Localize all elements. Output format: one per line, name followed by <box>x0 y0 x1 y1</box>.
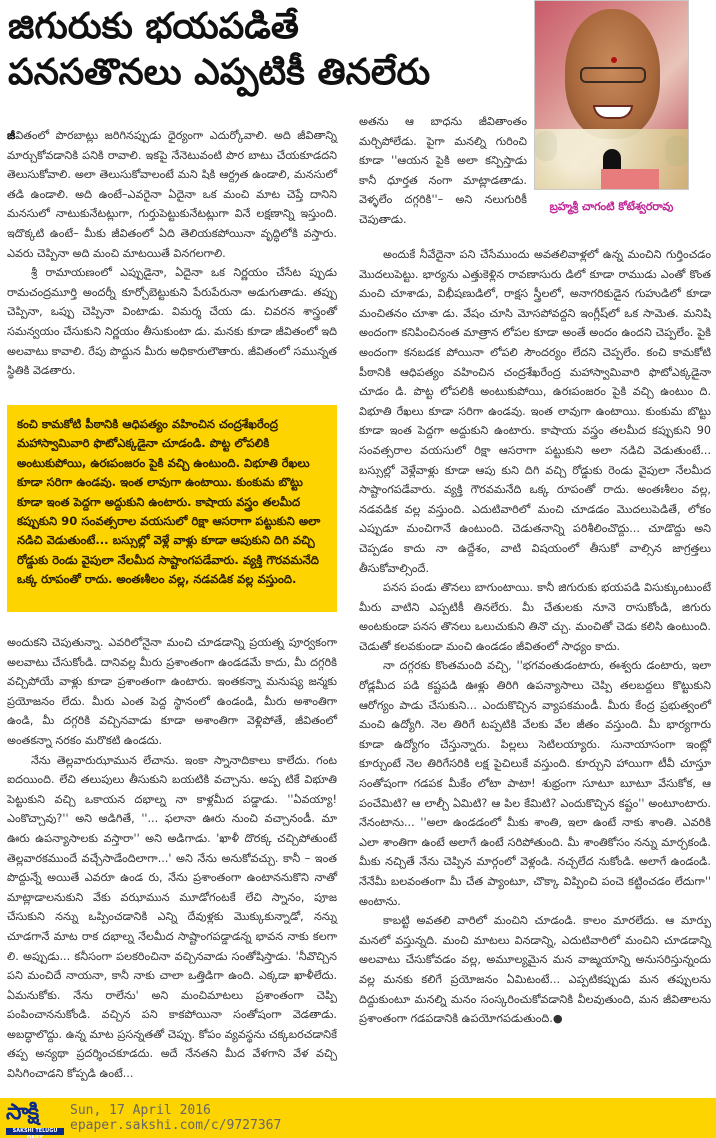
epaper-link[interactable]: epaper.sakshi.com/c/9727367 <box>70 1118 282 1133</box>
headline-line-2: పనసతొనలు ఎప్పటికీ తినలేరు <box>8 52 431 93</box>
left-column-bottom <box>7 633 337 1084</box>
mic-label-card <box>601 169 659 190</box>
left-column-top <box>7 126 337 381</box>
logo-tagline: SAKSHI TELUGU DAILY <box>6 1128 64 1135</box>
sakshi-logo[interactable] <box>4 1098 66 1138</box>
headline-line-1: జిగురుకు భయపడితే <box>8 6 299 47</box>
right-column-main <box>359 245 711 1029</box>
drop-lead: జీ <box>7 129 16 142</box>
paragraph: అందుకని చెపుతున్నా. ఎవరిలోనైనా మంచి చూడడాన్ని ప్రయత్న పూర్వకంగా అలవాటు చేసుకోండి. దానివల్ల మీరు ప్రశాంతంగా ఉండడమే కాదు, మీ దగ్గరికి వచ్చిపోయే వాళ్లు కూడా ప్రశాంతంగా ఉంటారు. ఇంతకన్నా మనుష్య జన్మకు ప్రయోజనం లేదు. మీరు ఎంత పెద్ద స్థానంలో ఉండండి, మీరు అశాంతిగా ఉండి, మీ దగ్గరికి వచ్చినవాడు కూడా అశాంతిగా వెళ్లిపోతే, జీవితంలో అంతకన్నా నరకం మరొకటి ఉండదు. <box>7 636 337 747</box>
highlight-callout-box: కంచి కామకోటి పీఠానికి ఆధిపత్యం వహించిన చంద్రశేఖరేంద్ర మహాస్వామివారి ఫొటోఎక్కడైనా చూడండి. పొట్ట లోపలికి అంటుకుపోయి, ఉరఃపంజరం పైకి వచ్చి ఉంటుంది. విభూతి రేఖలు కూడా సరిగా ఉండవు. ఇంత లావుగా ఉంటాయి. కుంకుమ బొట్టు కూడా ఇంత పెద్దగా అద్దుకుని ఉంటారు. కాషాయ వస్త్రం తలమీద కప్పుకుని 90 సంవత్సరాల వయసులో రిక్షా ఆసరాగా పట్టుకుని అలా నడిచి వెడుతుంటే... బస్సుల్లో వెళ్లే వాళ్లు కూడా ఆపుకుని దిగి వచ్చి రోడ్డుకు రెండు వైపులా నేలమీద సాష్టాంగపడేవారు. వ్యక్తి గౌరవమనేది ఒక్క రూపంతో రాదు. అంతఃశీలం వల్ల, నడవడిక వల్ల వస్తుంది. <box>7 405 337 612</box>
paragraph: అందుకే నీవేదైనా పని చేసేముందు అవతలివాళ్లలో ఉన్న మంచిని గుర్తించడం మొదలుపెట్టు. భార్యను ఎత్తుకెళ్లిన రావణాసురు డిలో కూడా రాముడు ఎంతో కొంత మంచి చూశాడు, విభీషణుడిలో, రాక్షస స్త్రీలలో, అనాగరికుడైన గుహుడిలో కూడా మంచితనం చూశా డు. వేషం చూసి మోసపోవద్దని ఇంగ్లీష్‌లో ఒక సామెత. మనిషి అందంగా కనిపించినంత మాత్రాన లోపల కూడా అంతే అందం ఉందని చెప్పలేం. పైకి అందంగా కనబడక పోయినా లోపలి సౌందర్యం లేదని చెప్పలేం. కంచి కామకోటి పీఠానికి ఆధిపత్యం వహించిన చంద్రశేఖరేంద్ర మహాస్వామివారి ఫొటోఎక్కడైనా చూడం డి. పొట్ట లోపలికి అంటుకుపోయి, ఉరఃపంజరం పైకి వచ్చి ఉంటుం ది. విభూతి రేఖలు కూడా సరిగా ఉండవు. ఇంత లావుగా ఉంటాయి. కుంకుమ బొట్టు కూడా ఇంత పెద్దగా అద్దుకుని ఉంటారు. కాషాయ వస్త్రం తలమీద కప్పుకుని 90 సంవత్సరాల వయసులో రిక్షా ఆసరాగా పట్టుకుని అలా నడిచి వెడుతుంటే... బస్సుల్లో వెళ్లేవాళ్లు కూడా ఆపు కుని దిగి వచ్చి రోడ్డుకు రెండు వైపులా నేలమీద సాష్టాంగపడేవారు. వ్యక్తి గౌరవమనేది ఒక్క రూపంతో రాదు. అంతఃశీలం వల్ల, నడవడిక వల్ల వస్తుంది. ఎదుటివారిలో మంచి చూడడం మొదలుపెడితే, లోకం ఎప్పుడూ మంచిగానే ఉంటుంది. చెడుతనాన్ని పరిశీలించొద్దు... చూడొద్దు అని చెప్పడం కాదు నా ఉద్దేశం, వాటి విషయంలో తీసుకో వాల్సిన జాగ్రత్తలు తీసుకోవాల్సిందే. <box>359 248 711 575</box>
paragraph: శ్రీ రామాయణంలో ఎప్పుడైనా, ఏదైనా ఒక నిర్ణయం చేసేట ప్పుడు రామచంద్రమూర్తి అందర్నీ కూర్చోబెట్టుకుని పేరుపేరునా అడుగుతాడు. తప్పు చెప్పినా, ఒప్పు చెప్పినా వింటాడు. విమర్శ చేయ డు. చివరన శాస్త్రంతో సమన్వయం చేసుకుని నిర్ణయం తీసుకుంటా డు. మనకు కూడా జీవితంలో ఇది అలవాటు కావాలి. రేపు పొద్దున మీరు అధికారులౌతారు. జీవితంలో సమున్నత స్థితికి వెడతారు. <box>7 266 337 378</box>
paragraph: అతను ఆ బాధను జీవితాంతం మర్చిపోలేడు. పైగా మనల్ని గురించి కూడా ''ఆయన పైకి అలా కన్పిస్తాడు కానీ ధూర్తత నంగా మాట్లాడతాడు. వెళ్ళలేం దగ్గరికి''– అని నలుగురికీ చెపుతాడు. <box>359 115 527 226</box>
paragraph: నా దగ్గరకు కొంతమంది వచ్చి, ''భగవంతుడంటారు, ఈశ్వరు డంటారు, ఇలా రోడ్లమీద పడి కష్టపడి ఊళ్లు తిరిగి ఉపన్యాసాలు చెప్పి తలబద్దలు కొట్టుకుని ఆరోగ్యం పాడు చేసుకుని... ఎందుకొచ్చిన వ్యాపకమండీ. మీరు కేంద్ర ప్రభుత్వంలో మంచి ఉద్యోగి. నెల తిరిగే టప్పటికి వేలకు వేల జీతం వస్తుంది. మీ భార్యగారు కూడా ఉద్యోగం చేస్తున్నారు. పిల్లలు సెటిలయ్యారు. సునాయాసంగా ఇంట్లో కూర్చుంటే నెల తిరిగేసరికి లక్ష పైచిలుకే వస్తుంది. కూర్చుని హాయిగా టీవీ చూస్తూ సంతోషంగా గడపక మీకేం లోటా పాటా! శుభ్రంగా సూటూ బూటూ వేసుకోక, ఆ పంచేమిటి? ఆ లాల్చీ ఏమిటి? ఆ పిల కేమిటి? ఎందుకొచ్చిన కష్టం'' అంటూంటారు. నేనంటాను... ''అలా ఉండడంలో మీకు శాంతి, ఇలా ఉంటే నాకు శాంతి. ఎవరికి ఎలా శాంతిగా ఉంటే అలాగే ఉంటే సరిపోతుంది. మీ శాంతికోసం నన్ను మార్చకండి. మీకు నచ్చితే నేను చెప్పిన మార్గంలో వెళ్లండి. నచ్చలేద నుకోండి. అలాగే ఉండండి. నేనేమీ బలవంతంగా మీ చేత ప్యాంటూ, చొక్కా విప్పించి పంచె కట్టించడం లేదుగా'' అంటాను. <box>359 659 711 908</box>
right-column-top <box>359 112 527 230</box>
footer-bar <box>0 1098 716 1138</box>
logo-wordmark: సాక్షి <box>6 1100 39 1125</box>
paragraph: కాబట్టి అవతలి వారిలో మంచిని చూడండి. కాలం మారలేదు. ఆ మార్పు మనలో వస్తున్నది. మంచి మాటలు వినడాన్ని, ఎదుటివారిలో మంచిని చూడడాన్ని అలవాటు చేసుకోవడం వల్ల, అమూల్యమైన మన వాఙ్మయాన్ని అనుసరిస్తున్నందు వల్ల మనకు కలిగే ప్రయోజనం ఏమిటంటే... ఎప్పటికప్పుడు మన తప్పులను దిద్దుకుంటూ మనల్ని మనం సంస్కరించుకోవడానికి వీలవుతుంది, మన జీవితాలను ప్రశాంతంగా గడపడానికి ఉపయోగపడుతుంది.● <box>359 914 711 1026</box>
author-photo <box>534 0 689 190</box>
bindi-mark <box>611 57 617 63</box>
paragraph: జీవితంలో పొరబాట్లు జరిగినప్పుడు ధైర్యంగా ఎదుర్కోవాలి. అది జీవితాన్ని మార్చుకోవడానికి పనికి రావాలి. ఇకపై నేనెటువంటి పొర బాటు చేయకూడదని తెలుసుకోవాలి. అలా తెలుసుకోవాలంటే మని షికి ఆర్ద్రత ఉండాలి, మనసులో తడి ఉండాలి. అది ఉంటే–ఎవరైనా ఏదైనా ఒక మంచి మాట చెప్తే దానిని మనసులో నాటుకునేటట్లుగా, గుర్తుపెట్టుకునేటట్లుగా వినే లక్షణాన్ని ఇస్తుంది. ఇదొక్కటి ఉంటే– మీకు జీవితంలో ఏది తెలియకపోయినా వృద్ధిలోకి వస్తారు. ఎవరు చెప్పినా అది మంచి మాటయితే వినగలగాలి. <box>7 129 337 260</box>
eyeglasses <box>580 67 646 83</box>
footer-meta <box>70 1103 281 1133</box>
paragraph: నేను తెల్లవారుఝామున లేచాను. ఇంకా స్నానాదికాలు కాలేదు. గంట ఐదయింది. లేచి తలుపులు తీసుకుని బయటికి వచ్చాను. అప్ప టికే విభూతి పెట్టుకుని వచ్చి ఒకాయన దభాల్న నా కాళ్లమీద పడ్డాడు. ''ఏవయ్యా! ఎంకొచ్చావు?'' అని అడిగితే, ''... ఫలానా ఊరు నుంచి వచ్చానండీ. మా ఊరు ఉపన్యాసాలకు వస్తారా'' అని అడిగాడు. 'ఖాళీ దొరక్క చచ్చిపోతుంటే తెల్లవారకముందే వచ్చేసాడేందిలాగా...' అని నేను అనుకోవచ్చు. కానీ – ఇంత పొద్దున్నే అయితే ఎవరూ ఉండ రు, నేను ప్రశాంతంగా ఉంటాననుకొని నాతో మాట్లాడాలనుకుని వేకు వఝామున మూడోగంటకే లేచి స్నానం, పూజ చేసుకుని నన్ను ఒప్పించడానికి ఎన్ని దేవుళ్లకు మొక్కుకున్నాడో, నన్ను చూడగానే మాట రాక దభాల్న నేలమీద సాష్టాంగపడ్డాడన్న భావన నాకు కలగా లి. అప్పుడు... కనీసంగా పలకరించినా వచ్చినవాడు సంతోషిస్తాడు. 'నీవొచ్చిన పని మంచిదే నాయనా, కానీ నాకు చాలా ఒత్తిడిగా ఉంది. ఎక్కడా ఖాళీలేదు. ఏమనుకోకు. నేను రాలేను' అని మంచిమాటలు ప్రశాంతంగా చెప్పి పంపించాననుకోండి. వచ్చిన పని కాకపోయినా సంతోషంగా వెడతాడు. అబద్ధాలొద్దు. ఉన్న మాట ప్రసన్నతతో చెప్పు. కోపం వ్యవస్థను చక్కబరచడానికే తప్ప అన్యథా ప్రదర్శించకూడదు. అదే నేనతని మీద వేళగాని వేళ వచ్చి విసిగించాడని కోప్పడి ఉంటే... <box>7 753 337 1081</box>
article-headline <box>8 4 528 96</box>
publication-date: Sun, 17 April 2016 <box>70 1103 211 1118</box>
photo-caption: బ్రహ్మశ్రీ చాగంటి కోటేశ్వరరావు <box>549 200 674 213</box>
paragraph: పనస పండు తొనలు బాగుంటాయి. కానీ జిగురుకు భయపడి విసుక్కుంటుంటే మీరు వాటిని ఎప్పటికీ తినలేరు. మీ చేతులకు నూనె రాసుకోండి, జిగురు అంటకుండా పనస తొనలు ఒలుచుకుని తినొ చ్చు. మంచితో చెడు కలిసి ఉంటుంది. చెడుతో కలవకుండా మంచి ఉండడం జీవితంలో సాధ్యం కాదు. <box>359 581 711 653</box>
